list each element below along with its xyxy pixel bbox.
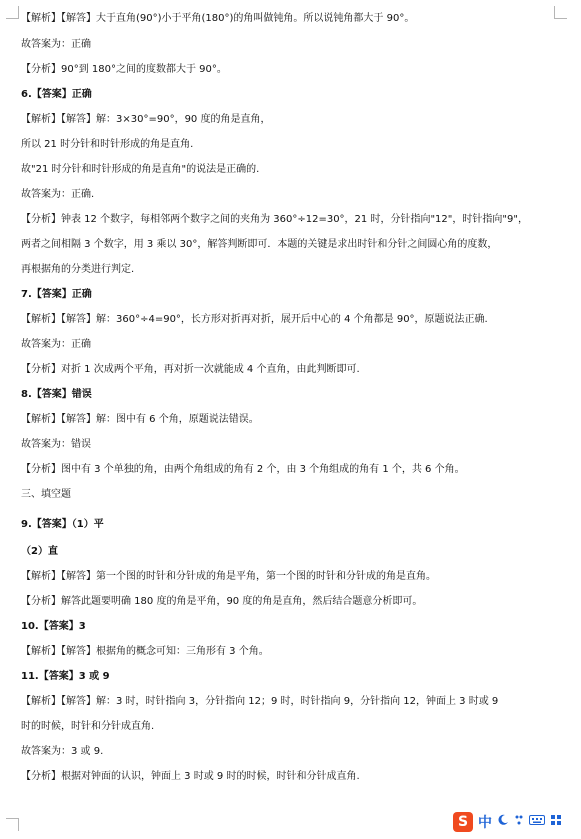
doc-line: 【解析】【解答】解：3 时，时针指向 3，分针指向 12；9 时，时针指向 9，分针指向 12，钟面上 3 时或 9 xyxy=(21,696,499,707)
moon-icon[interactable] xyxy=(497,814,509,830)
doc-line: 两者之间相隔 3 个数字，用 3 乘以 30°，解答判断即可．本题的关键是求出时针和分针之间圆心角的度数， xyxy=(21,239,498,250)
doc-line: 所以 21 时分针和时针形成的角是直角. xyxy=(21,139,194,150)
answer-heading: 6.【答案】正确 xyxy=(21,89,92,100)
doc-line: 【解析】【解答】第一个图的时针和分针成的角是平角，第一个图的时针和分针成的角是直角。 xyxy=(21,571,436,582)
doc-line: 故答案为：正确 xyxy=(21,339,91,350)
answer-subitem: （2）直 xyxy=(21,546,58,557)
doc-line: 【解析】【解答】解：图中有 6 个角，原题说法错误。 xyxy=(21,414,259,425)
corner-mark-bottom-left xyxy=(6,818,19,831)
doc-line: 故答案为：正确. xyxy=(21,189,95,200)
doc-line: 【解析】【解答】根据角的概念可知：三角形有 3 个角。 xyxy=(21,646,269,657)
doc-line: 故答案为：3 或 9. xyxy=(21,746,104,757)
doc-line: 【解析】【解答】解：3×30°=90°，90 度的角是直角， xyxy=(21,114,271,125)
corner-mark-top-left xyxy=(6,6,19,19)
keyboard-icon[interactable] xyxy=(529,814,545,830)
answer-heading: 7.【答案】正确 xyxy=(21,289,92,300)
doc-line: 【解析】【解答】解：360°÷4=90°，长方形对折再对折，展开后中心的 4 个角都是 90°，原题说法正确. xyxy=(21,314,488,325)
ime-chinese-mode-toggle[interactable]: 中 xyxy=(478,815,492,831)
doc-line: 【分析】90°到 180°之间的度数都大于 90°。 xyxy=(21,64,227,75)
section-heading: 三、填空题 xyxy=(21,489,71,500)
answer-heading: 10.【答案】3 xyxy=(21,621,86,632)
ime-toolbar[interactable] xyxy=(453,811,577,833)
doc-line: 时的时候，时针和分针成直角. xyxy=(21,721,155,732)
doc-line: 故"21 时分针和时针形成的角是直角"的说法是正确的. xyxy=(21,164,260,175)
doc-line: 【分析】钟表 12 个数字，每相邻两个数字之间的夹角为 360°÷12=30°，21 时，分针指向"12"，时针指向"9"， xyxy=(21,214,528,225)
doc-line: 【分析】图中有 3 个单独的角，由两个角组成的角有 2 个，由 3 个角组成的角有 1 个，共 6 个角。 xyxy=(21,464,465,475)
answer-heading: 11.【答案】3 或 9 xyxy=(21,671,110,682)
doc-line: 【分析】解答此题要明确 180 度的角是平角，90 度的角是直角，然后结合题意分析即可。 xyxy=(21,596,423,607)
doc-line: 【分析】根据对钟面的认识，钟面上 3 时或 9 时的时候，时针和分针成直角. xyxy=(21,771,360,782)
doc-line: 故答案为：正确 xyxy=(21,39,91,50)
answer-heading: 9.【答案】（1）平 xyxy=(21,519,104,530)
doc-line: 再根据角的分类进行判定. xyxy=(21,264,135,275)
punctuation-icon[interactable] xyxy=(514,814,524,830)
grid-menu-icon[interactable] xyxy=(550,814,562,830)
doc-line: 故答案为：错误 xyxy=(21,439,91,450)
ime-logo-icon[interactable]: S xyxy=(453,812,473,832)
doc-line: 【解析】【解答】大于直角(90°)小于平角(180°)的角叫做钝角。所以说钝角都大于 90°。 xyxy=(21,13,415,24)
answer-heading: 8.【答案】错误 xyxy=(21,389,92,400)
doc-line: 【分析】对折 1 次成两个平角，再对折一次就能成 4 个直角，由此判断即可. xyxy=(21,364,360,375)
